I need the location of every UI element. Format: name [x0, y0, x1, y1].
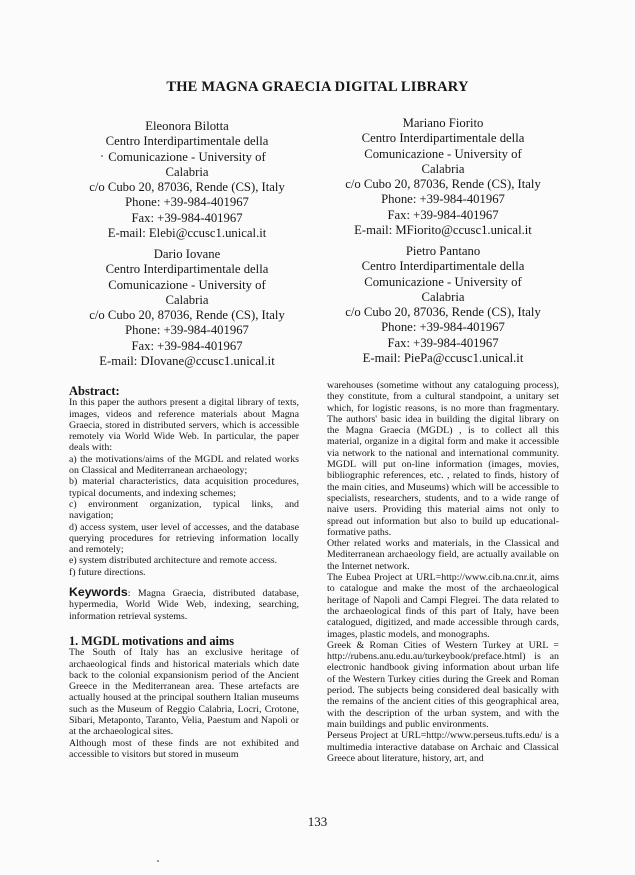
left-column	[69, 386, 299, 760]
paper-title: THE MAGNA GRAECIA DIGITAL LIBRARY	[166, 79, 469, 95]
author-affiliation: Comunicazione - University of	[108, 149, 266, 164]
author-affiliation: Centro Interdipartimentale della	[361, 259, 525, 274]
author-email: E-mail: MFiorito@ccusc1.unical.it	[354, 223, 532, 238]
scan-speck	[101, 155, 103, 157]
body-paragraph: Perseus Project at URL=http://www.perseus.tufts.edu/ is a multimedia interactive database on Archaic and Classical Greece about literature, history, art, and	[327, 730, 559, 764]
author-email: E-mail: DIovane@ccusc1.unical.it	[99, 354, 275, 369]
author-affiliation: Comunicazione - University of	[364, 274, 522, 289]
author-affiliation: Calabria	[165, 164, 209, 179]
author-block	[318, 244, 568, 366]
author-name: Pietro Pantano	[405, 244, 481, 258]
abstract-item: c) environment organization, typical links, and navigation;	[69, 498, 299, 522]
keywords-text: : Magna Graecia, distributed database, hypermedia, World Wide Web, indexing, searching, information retrieval systems.	[69, 588, 299, 622]
author-affiliation: Calabria	[421, 289, 465, 304]
author-affiliation: Calabria	[421, 161, 465, 176]
author-address: c/o Cubo 20, 87036, Rende (CS), Italy	[89, 308, 285, 323]
abstract-item: e) system distributed architecture and remote access.	[69, 555, 278, 567]
abstract-item: a) the motivations/aims of the MGDL and related works on Classical and Mediterranean archaeology;	[69, 453, 299, 477]
author-block	[318, 116, 568, 238]
abstract-heading: Abstract:	[69, 384, 120, 398]
author-fax: Fax: +39-984-401967	[131, 338, 243, 353]
author-phone: Phone: +39-984-401967	[125, 195, 249, 210]
author-email: E-mail: PiePa@ccusc1.unical.it	[362, 351, 524, 366]
author-phone: Phone: +39-984-401967	[125, 323, 249, 338]
author-block	[62, 119, 312, 241]
author-phone: Phone: +39-984-401967	[381, 320, 505, 335]
abstract-intro: In this paper the authors present a digital library of texts, images, videos and reference materials about Magna Graecia, stored in distributed servers, which is accessible remotely via World Wide Web. In particular, the paper deals with:	[69, 397, 299, 454]
author-affiliation: Comunicazione - University of	[108, 277, 266, 292]
author-fax: Fax: +39-984-401967	[387, 335, 499, 350]
author-address: c/o Cubo 20, 87036, Rende (CS), Italy	[89, 180, 285, 195]
author-affiliation: Calabria	[165, 292, 209, 307]
body-paragraph: warehouses (sometime without any cataloguing process), they constitute, from a cultural standpoint, a unitary set which, for logistic reasons, is no more than fragmentary. The authors' basic idea in building the digital library on the Magna Graecia (MGDL) , is to collect all this material, organize in a digital form and make it accessible via network to the national and international community. MGDL will put on-line information (images, movies, bibliographic references, etc. , related to finds, history of the main cities, and Museums) which will be accessible to specialists, researchers, students, and to a wide range of naive users. Providing this material aims not only to spread out information but also to build up educational-formative paths.	[327, 380, 559, 538]
right-column	[327, 380, 559, 764]
author-name: Dario Iovane	[153, 247, 221, 261]
author-fax: Fax: +39-984-401967	[131, 210, 243, 225]
author-block	[62, 247, 312, 369]
body-paragraph: The South of Italy has an exclusive heritage of archaeological finds and historical materials which date back to the colonial expansionism period of the Ancient Greece in the Mediterranean area. These artefacts are actually housed at the principal southern Italian museums such as the Museum of Reggio Calabria, Locri, Crotone, Sibari, Metaponto, Taranto, Velia, Paestum and Napoli or at the archaeological sites.	[69, 647, 299, 738]
abstract-item: b) material characteristics, data acquisition procedures, typical documents, and indexing schemes;	[69, 476, 299, 499]
author-phone: Phone: +39-984-401967	[381, 192, 505, 207]
section-heading: 1. MGDL motivations and aims	[69, 633, 234, 648]
author-affiliation: Comunicazione - University of	[364, 146, 522, 161]
author-name: Mariano Fiorito	[402, 116, 484, 130]
scan-speck	[157, 860, 159, 862]
keywords-label: Keywords	[69, 585, 128, 600]
author-address: c/o Cubo 20, 87036, Rende (CS), Italy	[345, 305, 541, 320]
body-paragraph: Although most of these finds are not exhibited and accessible to visitors but stored in museum	[69, 737, 299, 760]
body-paragraph: Other related works and materials, in the Classical and Mediterranean archaeology field, are actually available on the Internet network.	[327, 538, 559, 572]
author-email: E-mail: Elebi@ccusc1.unical.it	[107, 226, 267, 241]
abstract-item: d) access system, user level of accesses, and the database querying procedures for retrieving information locally and remotely;	[69, 521, 299, 556]
author-address: c/o Cubo 20, 87036, Rende (CS), Italy	[345, 177, 541, 192]
body-paragraph: Greek & Roman Cities of Western Turkey at URL = http://rubens.anu.edu.au/turkeybook/preface.html) is an electronic handbook giving information about urban life of the Western Turkey cities during the Greek and Roman period. The subjects being considered deal basically with the remains of the ancient cities of this geographical area, with the description of the urban system, and with the main buildings and public environments.	[327, 639, 559, 730]
abstract-item: f) future directions.	[69, 566, 146, 578]
page-number: 133	[307, 814, 328, 829]
body-paragraph: The Eubea Project at URL=http://www.cib.na.cnr.it, aims to catalogue and make the most of the archaeological heritage of Napoli and Campi Flegrei. The data related to the archaeological finds of this part of Italy, have been catalogued, digitized, and made accessible through cards, images, plastic models, and monographs.	[327, 572, 559, 640]
author-affiliation: Centro Interdipartimentale della	[361, 131, 525, 146]
author-affiliation: Centro Interdipartimentale della	[105, 262, 269, 277]
author-fax: Fax: +39-984-401967	[387, 207, 499, 222]
author-name: Eleonora Bilotta	[145, 119, 229, 133]
author-affiliation: Centro Interdipartimentale della	[105, 134, 269, 149]
keywords-paragraph	[69, 587, 299, 622]
